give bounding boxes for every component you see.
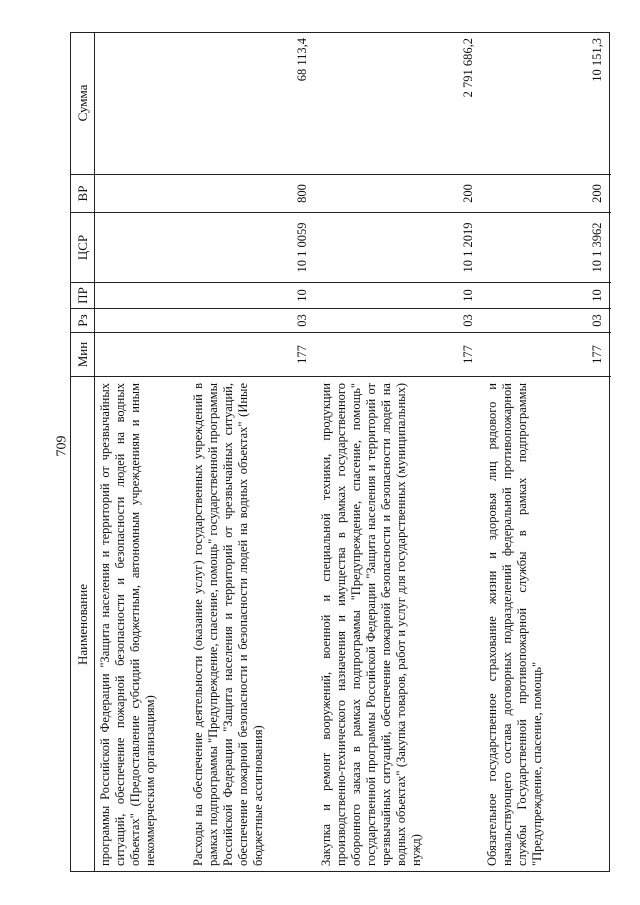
row-csr: 10 1 0059 [188,212,316,282]
row-min [95,332,188,376]
row-pr [95,282,188,308]
header-vr: ВР [70,174,94,212]
row-min: 177 [482,332,611,376]
row-name: программы Российской Федерации "Защита населения и территорий от чрезвычайных ситуаций, обеспечение пожарной безопасности и безопасности людей на водных объектах" (Предоставление субсидий бюджетным, автономным учреждениям и иным некоммерческим организациям) [95,376,188,872]
row-sum [95,32,188,174]
header-min: Мин [70,332,94,376]
row-sum: 10 151,3 [590,38,604,82]
row-pr: 10 [316,282,482,308]
table-row [188,32,316,872]
row-sum: 68 113,4 [295,38,309,82]
row-name: Закупка и ремонт вооружений, военной и специальной техники, продукции производственно-технического назначения и имущества в рамках государственного оборонного заказа в рамках подпрограммы "Предупреждение, спасение, помощь" государственной программы Российской Федерации "Защита населения и территорий от чрезвычайных ситуаций, обеспечение пожарной безопасности и безопасности людей на водных объектах" (Закупка товаров, работ и услуг для государственных (муниципальных) нужд) [316,376,482,872]
row-pr: 10 [188,282,316,308]
row-min: 177 [316,332,482,376]
budget-table-wrapper [70,32,610,872]
row-vr: 800 [188,174,316,212]
row-rz [95,308,188,332]
row-sum: 2 791 686,2 [461,38,475,98]
budget-table [70,32,610,872]
row-name: Расходы на обеспечение деятельности (оказание услуг) государственных учреждений в рамках подпрограммы "Предупреждение, спасение, помощь" государственной программы Российской Федерации "Защита населения и территорий от чрезвычайных ситуаций, обеспечение пожарной безопасности и безопасности людей на водных объектах" (Иные бюджетные ассигнования) [188,376,316,872]
row-vr: 200 [316,174,482,212]
row-pr: 10 [482,282,611,308]
page-number: 709 [54,435,70,457]
row-rz: 03 [188,308,316,332]
row-csr [95,212,188,282]
row-name: Обязательное государственное страхование жизни и здоровья лиц рядового и начальствующего состава договорных подразделений федеральной противопожарной службы Государственной противопожарной службы в рамках подпрограммы "Предупреждение, спасение, помощь" [482,376,611,872]
row-csr: 10 1 2019 [316,212,482,282]
row-vr: 200 [482,174,611,212]
row-min: 177 [188,332,316,376]
header-pr: ПР [70,282,94,308]
header-name: Наименование [70,376,94,872]
header-rz: Рз [70,308,94,332]
table-row [95,32,188,872]
row-csr: 10 1 3962 [482,212,611,282]
row-rz: 03 [482,308,611,332]
row-rz: 03 [316,308,482,332]
table-row [316,32,482,872]
table-header [70,32,95,872]
header-sum: Сумма [74,84,90,122]
header-csr: ЦСР [70,212,94,282]
row-vr [95,174,188,212]
table-row [482,32,611,872]
